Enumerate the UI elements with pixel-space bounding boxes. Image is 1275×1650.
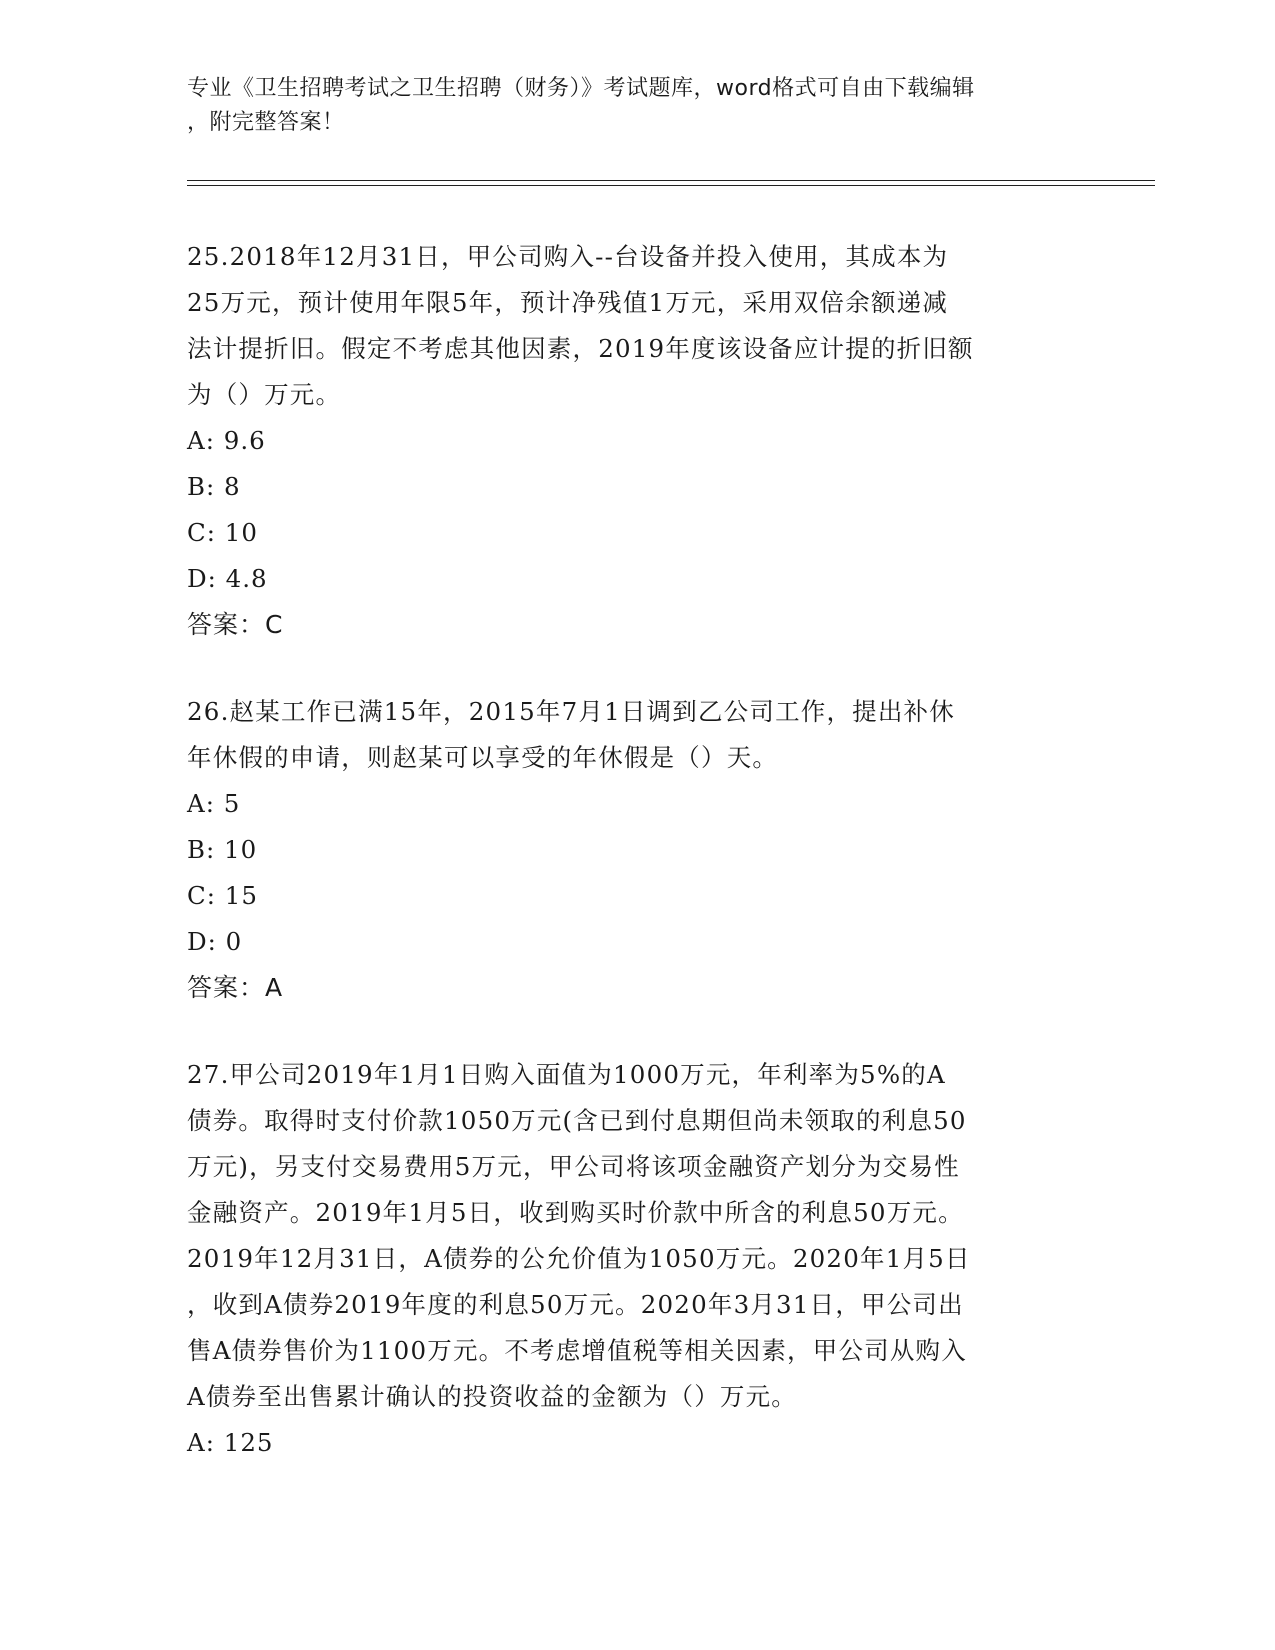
- question-stem: 27.甲公司2019年1月1日购入面值为1000万元，年利率为5%的A 债券。取得时支付价款1050万元(含已到付息期但尚未领取的利息50 万元)，另支付交易费用5万元，甲公司将该项金融资产划分为交易性 金融资产。2019年1月5日，收到购买时价款中所含的利息50万元。 2019年12月31日，A债券的公允价值为1050万元。2020年1月5日 ，收到A债券2019年度的利息50万元。2020年3月31日，甲公司出 售A债券售价为1100万元。不考虑增值税等相关因素，甲公司从购入 A债券至出售累计确认的投资收益的金额为（）万元。: [187, 1060, 971, 1411]
- option-d: D: 0: [187, 927, 243, 956]
- answer-label: 答案：A: [187, 973, 284, 1002]
- option-c: C: 10: [187, 518, 258, 547]
- option-c: C: 15: [187, 881, 258, 910]
- question-25: [187, 234, 1087, 648]
- option-b: B: 8: [187, 472, 241, 501]
- question-stem: 25.2018年12月31日，甲公司购入--台设备并投入使用，其成本为 25万元，预计使用年限5年，预计净残值1万元，采用双倍余额递减 法计提折旧。假定不考虑其他因素，2019年度该设备应计提的折旧额 为（）万元。: [187, 242, 974, 409]
- header-divider-top: [187, 180, 1155, 181]
- question-list: [187, 234, 1087, 1507]
- question-27: [187, 1052, 1087, 1466]
- option-a: A: 5: [187, 789, 241, 818]
- option-b: B: 10: [187, 835, 258, 864]
- document-header: 专业《卫生招聘考试之卫生招聘（财务）》考试题库，word格式可自由下载编辑 ，附完整答案！: [187, 76, 975, 135]
- option-a: A: 9.6: [187, 426, 266, 455]
- question-26: [187, 689, 1087, 1011]
- option-a: A: 125: [187, 1428, 274, 1457]
- header-divider-bottom: [187, 185, 1155, 186]
- question-stem: 26.赵某工作已满15年，2015年7月1日调到乙公司工作，提出补休 年休假的申请，则赵某可以享受的年休假是（）天。: [187, 697, 955, 772]
- answer-label: 答案：C: [187, 610, 284, 639]
- option-d: D: 4.8: [187, 564, 268, 593]
